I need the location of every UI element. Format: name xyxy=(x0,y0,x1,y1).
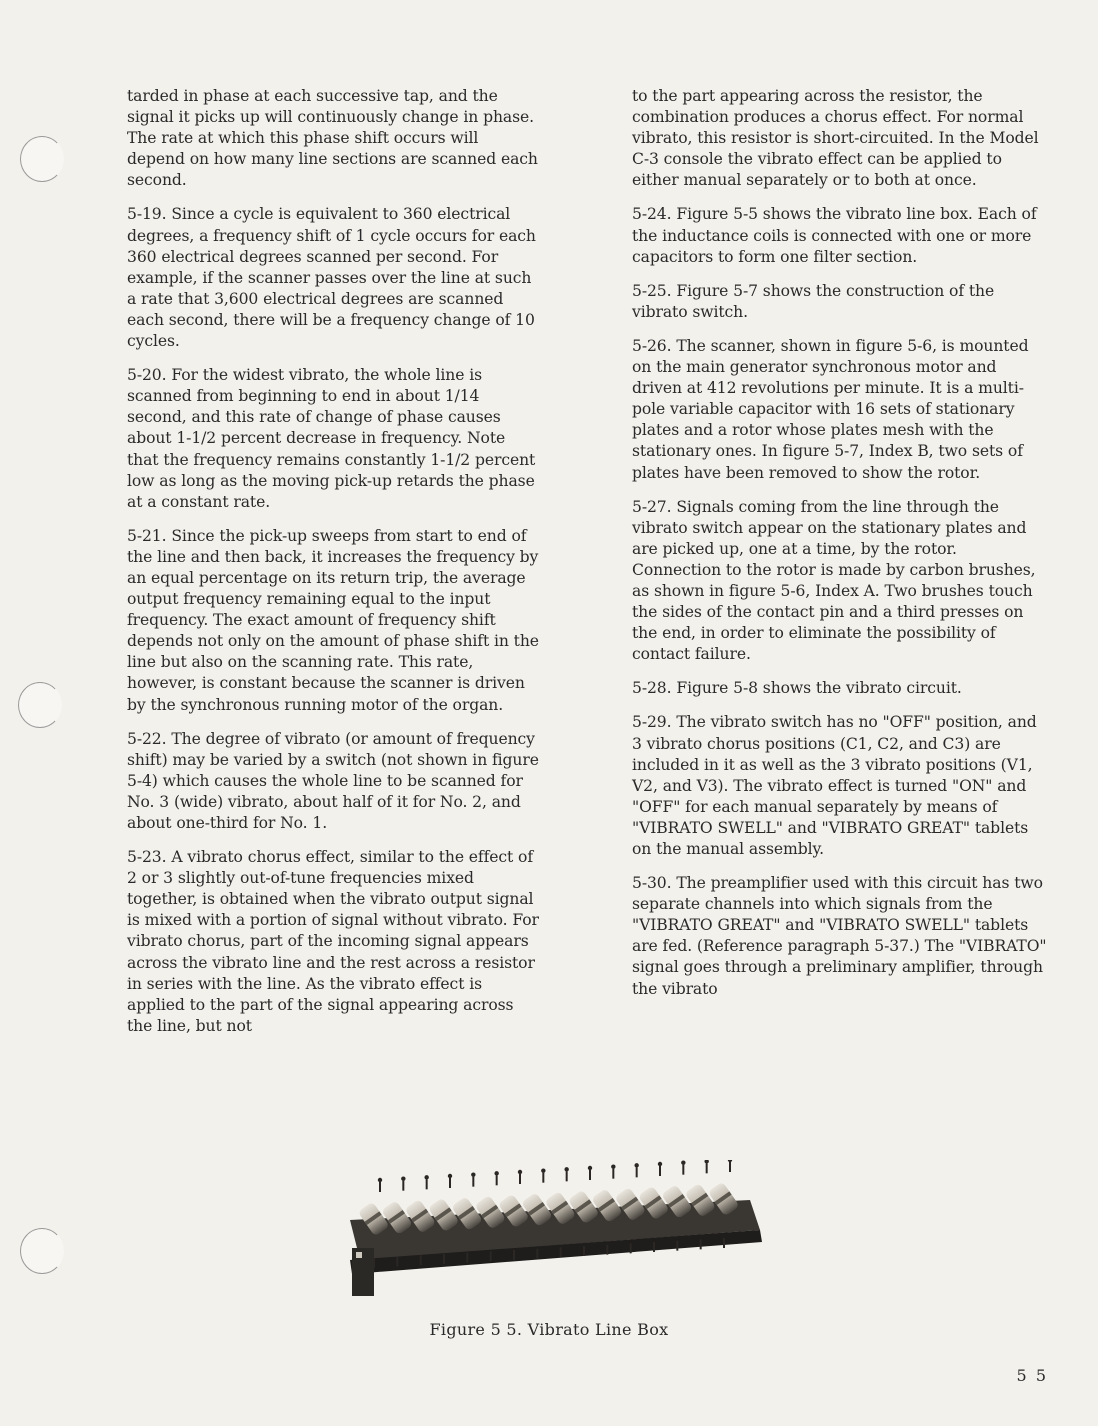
paragraph-5-25: 5-25. Figure 5-7 shows the construction of the vibrato switch. xyxy=(632,281,995,321)
paragraph-5-20: 5-20. For the widest vibrato, the whole line is scanned from beginning to end in about 1/14 second, and this rate of change of phase causes about 1-1/2 percent decrease in frequency. Note that the frequency remains constantly 1-1/2 percent low as long as the moving pick-up retards the phase at a constant rate. xyxy=(127,366,536,511)
paragraph-5-19: 5-19. Since a cycle is equivalent to 360 electrical degrees, a frequency shift of 1 cycle occurs for each 360 electrical degrees scanned per second. For example, if the scanner passes over the line at such a rate that 3,600 electrical degrees are scanned each second, there will be a frequency change of 10 cycles. xyxy=(127,205,536,351)
paragraph-5-28: 5-28. Figure 5-8 shows the vibrato circuit. xyxy=(632,679,962,698)
vibrato-line-box-photo xyxy=(330,1160,770,1300)
paragraph-5-24: 5-24. Figure 5-5 shows the vibrato line box. Each of the inductance coils is connected with one or more capacitors to form one filter section. xyxy=(632,205,1037,266)
paragraph-5-22: 5-22. The degree of vibrato (or amount of frequency shift) may be varied by a switch (not shown in figure 5-4) which causes the whole line to be scanned for No. 3 (wide) vibrato, about half of it for No. 2, and about one-third for No. 1. xyxy=(127,729,539,832)
paragraph-5-21: 5-21. Since the pick-up sweeps from start to end of the line and then back, it increases the frequency by an equal percentage on its return trip, the average output frequency remaining equal to the input frequency. The exact amount of frequency shift depends not only on the amount of phase shift in the line but also on the scanning rate. This rate, however, is constant because the scanner is driven by the synchronous running motor of the organ. xyxy=(127,526,539,714)
right-text-column xyxy=(632,86,1050,1013)
punch-hole-middle xyxy=(18,682,62,728)
page-number: 5 5 xyxy=(1016,1366,1048,1385)
left-text-column xyxy=(127,86,539,1050)
paragraph-continuation-right: to the part appearing across the resistor, the combination produces a chorus effect. For normal vibrato, this resistor is short-circuited. In the Model C-3 console the vibrato effect can be applied to either manual separately or to both at once. xyxy=(632,87,1039,190)
paragraph-5-29: 5-29. The vibrato switch has no "OFF" position, and 3 vibrato chorus positions (C1, C2, and C3) are included in it as well as the 3 vibrato positions (V1, V2, and V3). The vibrato effect is turned "ON" and "OFF" for each manual separately by means of "VIBRATO SWELL" and "VIBRATO GREAT" tablets on the manual assembly. xyxy=(632,713,1037,858)
figure-caption: Figure 5 5. Vibrato Line Box xyxy=(429,1320,669,1339)
punch-hole-bottom xyxy=(20,1228,64,1274)
paragraph-5-30: 5-30. The preamplifier used with this circuit has two separate channels into which signals from the "VIBRATO GREAT" and "VIBRATO SWELL" tablets are fed. (Reference paragraph 5-37.) The "VIBRATO" signal goes through a preliminary amplifier, through the vibrato xyxy=(632,874,1047,998)
paragraph-5-26: 5-26. The scanner, shown in figure 5-6, is mounted on the main generator synchronous motor and driven at 412 revolutions per minute. It is a multi-pole variable capacitor with 16 sets of stationary plates and a rotor whose plates mesh with the stationary ones. In figure 5-7, Index B, two sets of plates have been removed to show the rotor. xyxy=(632,336,1029,482)
paragraph-5-27: 5-27. Signals coming from the line through the vibrato switch appear on the stationary plates and are picked up, one at a time, by the rotor. Connection to the rotor is made by carbon brushes, as shown in figure 5-6, Index A. Two brushes touch the sides of the contact pin and a third presses on the end, in order to eliminate the possibility of contact failure. xyxy=(632,497,1036,664)
punch-hole-top xyxy=(20,136,64,182)
paragraph-continuation: tarded in phase at each successive tap, and the signal it picks up will continuously change in phase. The rate at which this phase shift occurs will depend on how many line sections are scanned each second. xyxy=(127,87,538,190)
paragraph-5-23: 5-23. A vibrato chorus effect, similar to the effect of 2 or 3 slightly out-of-tune frequencies mixed together, is obtained when the vibrato output signal is mixed with a portion of signal without vibrato. For vibrato chorus, part of the incoming signal appears across the vibrato line and the rest across a resistor in series with the line. As the vibrato effect is applied to the part of the signal appearing across the line, but not xyxy=(127,848,539,1035)
